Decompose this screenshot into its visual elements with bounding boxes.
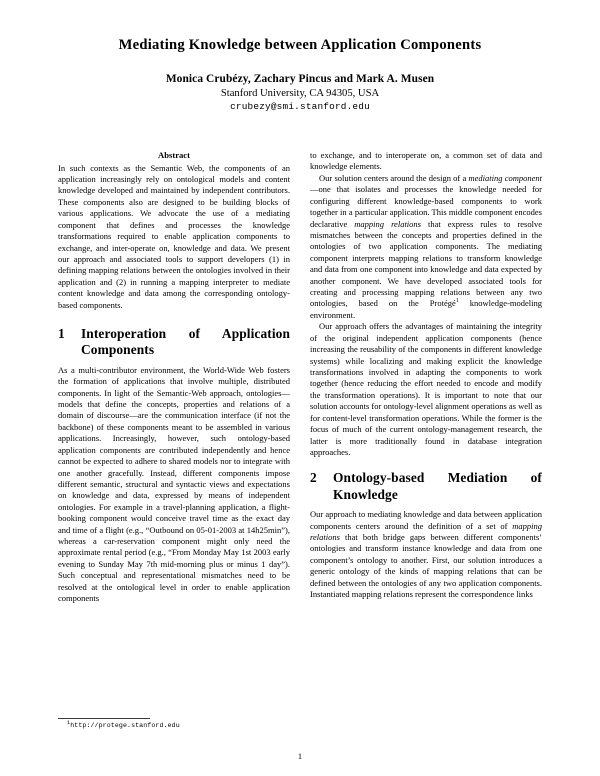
author-list: Monica Crubézy, Zachary Pincus and Mark A. Musen bbox=[165, 72, 435, 85]
footnote-number: 1 bbox=[67, 719, 71, 726]
section-title-1: Interoperation of Application Components bbox=[81, 326, 290, 358]
section-1-paragraph-1-cont: to exchange, and to interoperate on, a common set of data and knowledge elements. bbox=[310, 150, 542, 172]
para2-text-a: Our solution centers around the design of a bbox=[319, 172, 469, 183]
column-left bbox=[58, 150, 290, 605]
section-2-paragraph-1 bbox=[310, 509, 542, 600]
page-title: Mediating Knowledge between Application Components bbox=[118, 37, 482, 53]
section-title-2: Ontology-based Mediation of Knowledge bbox=[333, 470, 542, 502]
page-number: 1 bbox=[297, 752, 303, 761]
footnote-separator-rule bbox=[58, 718, 150, 719]
abstract-heading: Abstract bbox=[158, 150, 190, 160]
abstract-body: In such contexts as the Semantic Web, the components of an application increasingly rely on ontological models and content knowledge developed and maintained by independent contributors. These components also are designed to be building blocks of various applications. We advocate the use of a mediating component that defines and processes the knowledge transformations required to enable application components to exchange, and inter-operate on, knowledge and data. We present our approach and associated tools to support developers (1) in defining mapping relations between the ontologies involved in their application and (2) in running a mapping interpreter to mediate content knowledge and data among the corresponding ontology-based components. bbox=[58, 162, 290, 310]
affiliation: Stanford University, CA 94305, USA bbox=[220, 87, 380, 99]
section-1-paragraph-1: As a multi-contributor environment, the World-Wide Web fosters the formation of applications that involve multiple, distributed components. In light of the Semantic-Web approach, ontologies—models that define the concepts, properties and relations of a domain of discourse—are the communication interface (if not the backbone) of these components meant to be assembled in various applications. Increasingly, however, such ontology-based application components are contributed independently and hence cannot be expected to adhere to shared models nor to integrate with one another gracefully. Instead, different components impose different semantic, structural and syntactic views and expectations on knowledge and data, expressed by means of independent ontologies. For example in a travel-planning application, a flight-booking component would conceive travel time as the exact day and time of a flight (e.g., “Outbound on 05-01-2003 at 14h25min”), whereas a car-reservation component might only need the approximate rental period (e.g., “From Monday May 1st 2003 early evening to Sunday May 7th mid-morning plus or minus 1 day”). Such conceptual and representational mismatches need to be resolved at the ontological level in order to enable application components bbox=[58, 364, 290, 604]
footnote-marker-inline[interactable]: 1 bbox=[455, 298, 459, 305]
footnote-area bbox=[58, 718, 290, 730]
column-right bbox=[310, 150, 542, 600]
para2-text-c: that express rules to resolve mismatches between the concepts and properties defined in the ontologies of two application components. The mediating component interprets mapping relations to transform knowledge and data from one component into knowledge and data expected by another component. We have developed associated tools for creating and processing mapping relations between any two ontologies, based on the Protégé bbox=[310, 218, 542, 309]
footnote-url[interactable]: http://protege.stanford.edu bbox=[70, 722, 180, 729]
section-1-paragraph-3: Our approach offers the advantages of maintaining the integrity of the original independent application components (hence increasing the reusability of the components in different knowledge systems) while localizing and making explicit the knowledge transformations involved in adapting the components to work together (hence reducing the effort needed to encode and modify the transformation operations). It is important to note that our solution accounts for ontology-level alignment operations as well as for content-level transformation operations. While the former is the focus of much of the current ontology-management research, the latter is more traditionally found in database integration approaches. bbox=[310, 321, 542, 457]
sec2-text-a: Our approach to mediating knowledge and data between application components centers around the definition of a set of bbox=[310, 509, 542, 531]
section-1-paragraph-2 bbox=[310, 173, 542, 321]
contact-email: crubezy@smi.stanford.edu bbox=[230, 100, 370, 112]
section-heading-1 bbox=[58, 326, 290, 359]
term-mapping-relations-1: mapping relations bbox=[354, 218, 421, 229]
term-mapping-relations-2: mapping relations bbox=[310, 520, 542, 542]
section-heading-2 bbox=[310, 470, 542, 503]
section-number-2: 2 bbox=[310, 470, 317, 486]
para2-text-d: knowledge-modeling environment. bbox=[310, 298, 543, 320]
title-block bbox=[58, 36, 542, 112]
term-mediating-component: mediating component bbox=[468, 172, 542, 183]
footnote-entry bbox=[67, 719, 290, 730]
sec2-text-b: that both bridge gaps between different components’ ontologies and transform instance knowledge and data from one component’s ontology to another. First, our solution introduces a generic ontology of the kinds of mapping relations that can be defined between the ontologies of any two application components. Instantiated mapping relations represent the correspondence links bbox=[310, 531, 542, 600]
para2-text-b: —one that isolates and processes the knowledge needed for configuring different knowledge-based components to work together in a particular application. This middle component encodes declarative bbox=[310, 184, 542, 229]
section-number-1: 1 bbox=[58, 326, 65, 342]
